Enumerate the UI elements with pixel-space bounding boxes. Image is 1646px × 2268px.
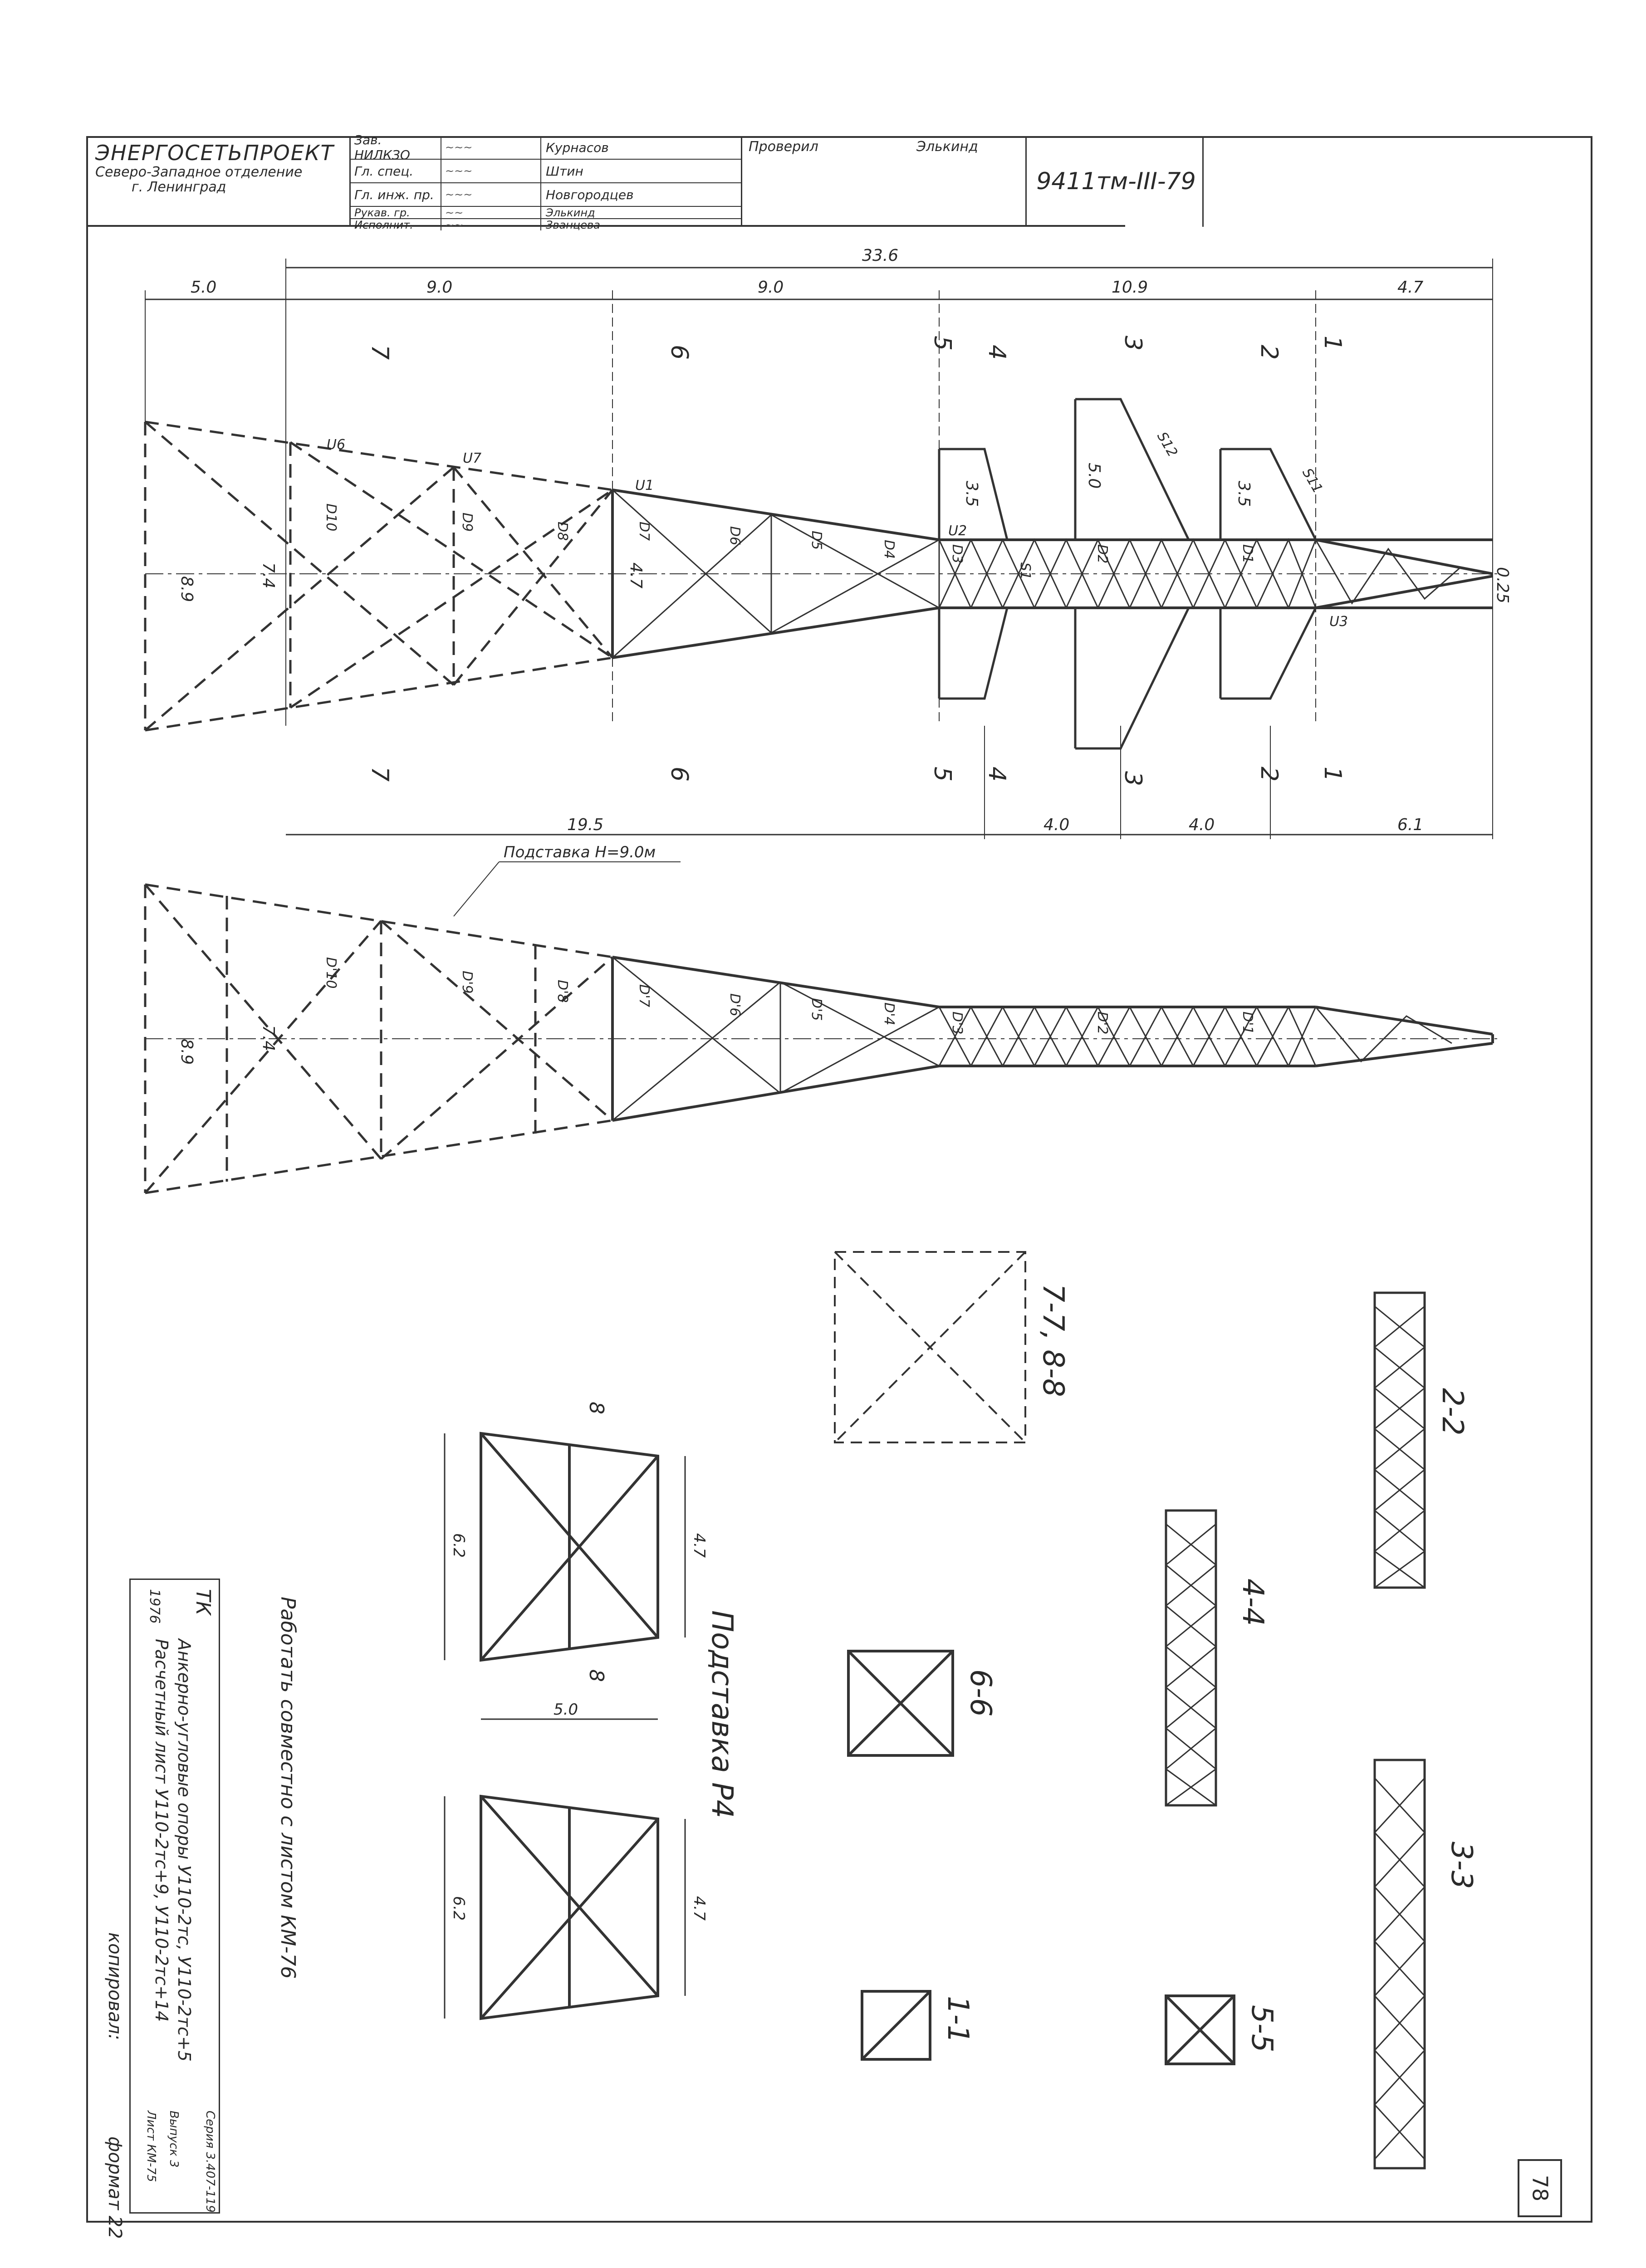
dim-total: 33.6 [862,246,899,265]
handwritten-signature: ~~~ [441,136,541,159]
section-mark: 4 [983,767,1010,782]
member-label: D'4 [881,1002,897,1026]
section-mark: 8 [585,1402,608,1414]
member-label: S12 [1154,429,1181,460]
member-label: D'3 [949,1012,965,1035]
member-label: D4 [881,540,897,559]
member-label: D6 [727,526,743,546]
section-title: 2-2 [1435,1388,1469,1436]
podstavka-dim: 5.0 [554,1701,578,1719]
member-label: D'5 [808,998,824,1021]
signature-role: Гл. спец. [351,160,441,182]
signature-role: Зав. НИЛКЗО [351,136,441,159]
member-label: D9 [459,513,475,532]
width-label: 7.4 [259,562,278,589]
member-label: D1 [1239,544,1255,564]
member-label: D8 [554,522,570,541]
section-mark: 2 [1255,345,1283,360]
member-label: D7 [636,522,652,541]
signature-name: Курнасов [546,140,609,155]
section-7-7-8-8 [835,1252,1025,1442]
member-label: U1 [635,478,654,494]
signature-name: Штин [546,163,583,179]
section-2-2 [1375,1293,1425,1588]
member-label: U7 [463,450,482,466]
section-mark: 3 [1119,336,1146,351]
section-title: 1-1 [941,1996,975,2043]
dim-top: 5.0 [191,278,217,297]
arm-dim: 3.5 [962,481,981,507]
dim-bottom: 19.5 [567,816,604,834]
note-text: Работать совместно с листом КМ-76 [276,1597,299,1979]
signature-name: Званцева [546,218,600,231]
member-label: U3 [1329,614,1348,630]
title-line-1: Анкерно-угловые опоры У110-2тс, У110-2тс+5 [174,1639,194,2062]
signature-role: Исполнит. [351,219,441,230]
member-label: D'9 [459,971,475,994]
section-mark: 4 [983,345,1010,360]
section-mark: 7 [366,767,393,782]
member-label: D2 [1094,544,1110,564]
signature-role: Рукав. гр. [351,207,441,218]
org-city: г. Ленинград [132,179,226,195]
signature-role: Гл. инж. пр. [351,183,441,206]
section-title: 6-6 [964,1669,997,1717]
section-mark: 6 [666,345,693,360]
member-label: D3 [949,544,965,564]
member-label: D10 [323,503,339,532]
podstavka-title: Подставка Р4 [705,1610,739,1818]
sheet-number-text: 78 [1527,2175,1552,2202]
dim-top: 9.0 [758,278,784,297]
handwritten-signature: ~~ [441,207,541,218]
side-view-tower [145,862,1497,1193]
member-label: D'8 [554,980,570,1003]
section-mark: 5 [929,336,956,351]
section-mark: 3 [1119,771,1146,787]
member-label: D'6 [727,993,743,1017]
series-label: Серия 3.407-119 [203,2111,217,2213]
member-label: S1 [1017,562,1033,580]
dim-top: 9.0 [426,278,453,297]
year-label: 1976 [147,1589,162,1624]
org-name: ЭНЕРГОСЕТЬПРОЕКТ [95,141,334,165]
handwritten-signature: ~~~ [441,160,541,182]
title-block [129,1579,220,2214]
handwritten-signature: ~~~ [441,183,541,206]
check-name: Элькинд [916,139,978,155]
width-label: 4.7 [627,562,645,589]
podstavka-dim: 6.2 [450,1896,468,1921]
dim-bottom: 4.0 [1043,816,1070,834]
member-label: D'10 [323,957,339,989]
dim-top: 4.7 [1397,278,1424,297]
member-label: U6 [327,437,346,453]
width-label: 7.4 [259,1025,278,1051]
podstavka-p4-upper [481,1433,658,1660]
section-1-1 [862,1991,930,2059]
section-title: 5-5 [1245,2005,1279,2053]
member-label: U2 [948,523,967,539]
section-3-3 [1375,1760,1425,2168]
podstavka-dim: 4.7 [690,1533,708,1558]
section-mark: 2 [1255,767,1283,782]
title-line-2: Расчетный лист У110-2тс+9, У110-2тс+14 [152,1639,171,2022]
section-5-5 [1166,1996,1234,2064]
section-4-4 [1166,1510,1216,1805]
drawing-code: 9411тм-III-79 [1030,136,1204,227]
dim-top: 10.9 [1112,278,1148,297]
podstavka-leader-label: Подставка H=9.0м [504,843,656,861]
tk-label: ТК [191,1589,215,1616]
issue-label: Выпуск 3 [167,2111,181,2168]
section-mark: 7 [366,345,393,360]
top-view-tower [145,422,612,730]
section-6-6 [848,1651,953,1755]
format-label: формат 22 [104,2136,125,2239]
width-label: 8.9 [177,1039,196,1065]
member-label: D'7 [636,984,652,1007]
member-label: S11 [1299,465,1326,496]
section-title: 7-7, 8-8 [1036,1284,1070,1397]
section-mark: 5 [929,767,956,782]
section-title: 4-4 [1236,1579,1269,1626]
dim-bottom: 4.0 [1189,816,1215,834]
sheet-number [1518,2159,1562,2217]
podstavka-dim: 4.7 [690,1896,708,1921]
section-title: 3-3 [1445,1842,1478,1889]
member-label: D'1 [1239,1012,1255,1035]
width-label: 0.25 [1493,567,1512,604]
signature-name: Новгородцев [546,187,634,202]
podstavka-dim: 6.2 [450,1533,468,1558]
width-label: 8.9 [177,576,196,602]
member-label: D5 [808,531,824,550]
section-mark: 1 [1319,336,1346,351]
dim-bottom: 6.1 [1397,816,1424,834]
section-mark: 1 [1319,767,1346,782]
org-branch: Северо-Западное отделение [95,164,303,180]
copied-by: копировал: [104,1932,125,2040]
section-mark: 8 [585,1669,608,1682]
handwritten-signature: ~~ [441,219,541,230]
section-mark: 6 [666,767,693,782]
podstavka-p4-lower [481,1796,658,2019]
arm-dim: 5.0 [1085,463,1103,489]
sheet-label: Лист КМ-75 [144,2111,158,2182]
signature-name: Элькинд [546,206,595,219]
member-label: D'2 [1094,1012,1110,1035]
arm-dim: 3.5 [1234,481,1253,507]
check-label: Проверил [749,139,818,155]
